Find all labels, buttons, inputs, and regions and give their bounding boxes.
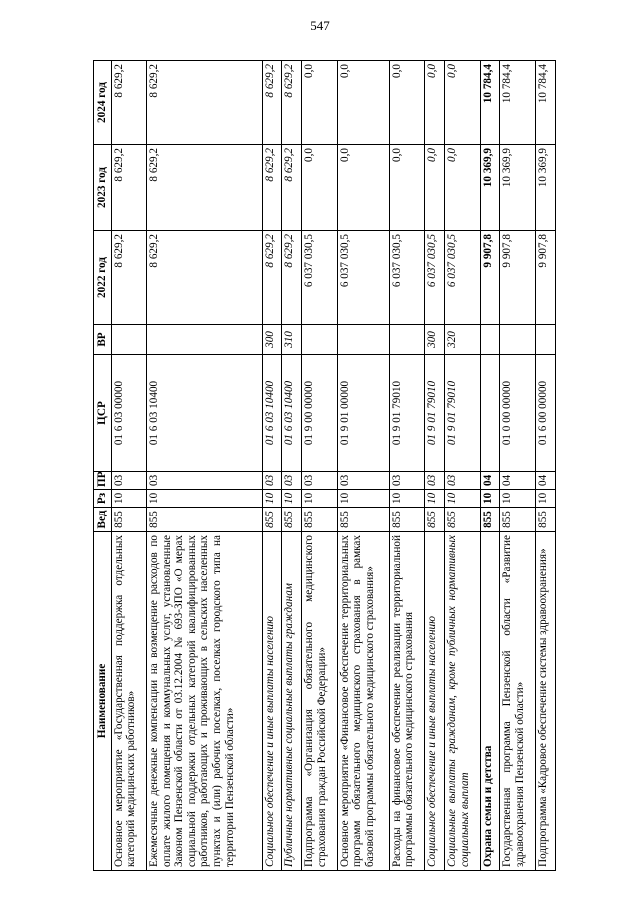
row-pr-cell: 03 (262, 472, 282, 490)
table-row (147, 61, 262, 871)
row-vr-cell: 300 (425, 325, 445, 355)
row-2023-cell: 8 629,2 (262, 145, 282, 231)
row-2022-cell: 8 629,2 (111, 231, 147, 325)
row-ved-cell: 855 (500, 508, 536, 532)
row-pr-cell: 04 (480, 472, 500, 490)
row-2022-cell: 6 037 030,5 (302, 231, 338, 325)
row-ved-cell: 855 (536, 508, 556, 532)
row-2024-cell: 10 784,4 (480, 61, 500, 145)
row-ved-cell: 855 (425, 508, 445, 532)
row-name-cell: Ежемесячные денежные компенсации на возмещение расходов по оплате жилого помещения и коммунальных услуг, установленные Законом Пензенской области от 03.12.2004 № 693-ЗПО «О мерах социальной поддержки отдельных категорий квалифицированных работников, работающих и проживающих в сельских населенных пунктах и (или) рабочих поселках, поселках городского типа на территории Пензенской области» (147, 532, 262, 871)
row-2023-cell: 10 369,9 (500, 145, 536, 231)
row-ved-cell: 855 (282, 508, 302, 532)
row-vr-cell: 300 (262, 325, 282, 355)
row-2024-cell: 0,0 (389, 61, 425, 145)
row-2022-cell: 9 907,8 (500, 231, 536, 325)
row-rz-cell: 10 (262, 490, 282, 508)
row-pr-cell: 03 (282, 472, 302, 490)
header-csr: ЦСР (94, 355, 112, 472)
row-csr-cell: 01 0 00 00000 (500, 355, 536, 472)
row-csr-cell: 01 9 01 79010 (445, 355, 481, 472)
row-rz-cell: 10 (536, 490, 556, 508)
page-number: 547 (310, 18, 330, 33)
header-pr: ПР (94, 472, 112, 490)
row-vr-cell: 310 (282, 325, 302, 355)
row-2023-cell: 10 369,9 (536, 145, 556, 231)
table-row (111, 61, 147, 871)
row-vr-cell: 320 (445, 325, 481, 355)
row-2024-cell: 0,0 (302, 61, 338, 145)
header-2023: 2023 год (94, 145, 112, 231)
table-body (111, 61, 555, 871)
row-2023-cell: 8 629,2 (147, 145, 262, 231)
row-ved-cell: 855 (111, 508, 147, 532)
row-vr-cell (147, 325, 262, 355)
table-row (282, 61, 302, 871)
row-2022-cell: 6 037 030,5 (337, 231, 389, 325)
row-2024-cell: 10 784,4 (536, 61, 556, 145)
table-row (302, 61, 338, 871)
row-2022-cell: 9 907,8 (480, 231, 500, 325)
row-2023-cell: 0,0 (425, 145, 445, 231)
row-2023-cell: 0,0 (302, 145, 338, 231)
table-row (500, 61, 536, 871)
row-name-cell: Охрана семьи и детства (480, 532, 500, 871)
row-2024-cell: 8 629,2 (262, 61, 282, 145)
row-csr-cell: 01 6 03 10400 (282, 355, 302, 472)
row-2022-cell: 8 629,2 (282, 231, 302, 325)
row-ved-cell: 855 (147, 508, 262, 532)
row-name-cell: Публичные нормативные социальные выплаты гражданам (282, 532, 302, 871)
row-pr-cell: 03 (425, 472, 445, 490)
rotated-table-container (93, 61, 556, 871)
row-2024-cell: 8 629,2 (282, 61, 302, 145)
row-vr-cell (389, 325, 425, 355)
row-csr-cell: 01 6 03 00000 (111, 355, 147, 472)
row-2024-cell: 8 629,2 (147, 61, 262, 145)
budget-table (93, 60, 556, 871)
row-csr-cell (480, 355, 500, 472)
row-pr-cell: 03 (337, 472, 389, 490)
table-row (425, 61, 445, 871)
row-2022-cell: 8 629,2 (262, 231, 282, 325)
row-rz-cell: 10 (282, 490, 302, 508)
row-2024-cell: 0,0 (337, 61, 389, 145)
row-ved-cell: 855 (262, 508, 282, 532)
row-name-cell: Подпрограмма «Кадровое обеспечение системы здравоохранения» (536, 532, 556, 871)
header-rz: Рз (94, 490, 112, 508)
row-2023-cell: 10 369,9 (480, 145, 500, 231)
row-csr-cell: 01 6 00 00000 (536, 355, 556, 472)
row-pr-cell: 03 (445, 472, 481, 490)
row-ved-cell: 855 (337, 508, 389, 532)
row-rz-cell: 10 (480, 490, 500, 508)
row-csr-cell: 01 9 01 00000 (337, 355, 389, 472)
row-rz-cell: 10 (500, 490, 536, 508)
row-2022-cell: 6 037 030,5 (389, 231, 425, 325)
row-rz-cell: 10 (337, 490, 389, 508)
row-pr-cell: 03 (147, 472, 262, 490)
row-vr-cell (337, 325, 389, 355)
row-rz-cell: 10 (445, 490, 481, 508)
row-name-cell: Расходы на финансовое обеспечение реализации территориальной программы обязательного медицинского страхования (389, 532, 425, 871)
row-rz-cell: 10 (111, 490, 147, 508)
row-2022-cell: 9 907,8 (536, 231, 556, 325)
row-csr-cell: 01 6 03 10400 (262, 355, 282, 472)
table-row (480, 61, 500, 871)
row-2023-cell: 0,0 (389, 145, 425, 231)
row-pr-cell: 04 (500, 472, 536, 490)
row-pr-cell: 04 (536, 472, 556, 490)
row-2022-cell: 8 629,2 (147, 231, 262, 325)
row-ved-cell: 855 (389, 508, 425, 532)
table-row (337, 61, 389, 871)
header-2024: 2024 год (94, 61, 112, 145)
row-2023-cell: 8 629,2 (282, 145, 302, 231)
row-2024-cell: 0,0 (425, 61, 445, 145)
row-ved-cell: 855 (445, 508, 481, 532)
row-rz-cell: 10 (389, 490, 425, 508)
row-name-cell: Социальное обеспечение и иные выплаты населению (425, 532, 445, 871)
row-csr-cell: 01 9 01 79010 (389, 355, 425, 472)
row-2022-cell: 6 037 030,5 (425, 231, 445, 325)
row-name-cell: Государственная программа Пензенской области «Развитие здравоохранения Пензенской области» (500, 532, 536, 871)
row-vr-cell (111, 325, 147, 355)
row-rz-cell: 10 (302, 490, 338, 508)
table-row (536, 61, 556, 871)
row-name-cell: Подпрограмма «Организация обязательного медицинского страхования граждан Российской Федерации» (302, 532, 338, 871)
row-2023-cell: 0,0 (445, 145, 481, 231)
row-2024-cell: 8 629,2 (111, 61, 147, 145)
header-vr: ВР (94, 325, 112, 355)
header-2022: 2022 год (94, 231, 112, 325)
row-name-cell: Основное мероприятие «Государственная поддержка отдельных категорий медицинских работников» (111, 532, 147, 871)
row-2023-cell: 8 629,2 (111, 145, 147, 231)
row-vr-cell (500, 325, 536, 355)
row-pr-cell: 03 (389, 472, 425, 490)
header-ved: Вед (94, 508, 112, 532)
header-name: Наименование (94, 532, 112, 871)
row-vr-cell (302, 325, 338, 355)
row-2024-cell: 10 784,4 (500, 61, 536, 145)
row-rz-cell: 10 (147, 490, 262, 508)
row-ved-cell: 855 (302, 508, 338, 532)
row-csr-cell: 01 9 01 79010 (425, 355, 445, 472)
row-name-cell: Социальное обеспечение и иные выплаты населению (262, 532, 282, 871)
row-2024-cell: 0,0 (445, 61, 481, 145)
table-row (389, 61, 425, 871)
row-vr-cell (536, 325, 556, 355)
row-name-cell: Социальные выплаты гражданам, кроме публичных нормативных социальных выплат (445, 532, 481, 871)
table-header-row (94, 61, 112, 871)
row-2023-cell: 0,0 (337, 145, 389, 231)
row-pr-cell: 03 (111, 472, 147, 490)
row-pr-cell: 03 (302, 472, 338, 490)
row-rz-cell: 10 (425, 490, 445, 508)
row-ved-cell: 855 (480, 508, 500, 532)
row-name-cell: Основное мероприятие «Финансовое обеспечение территориальных программ обязательного медицинского страхования в рамках базовой программы обязательного медицинского страхования» (337, 532, 389, 871)
row-2022-cell: 6 037 030,5 (445, 231, 481, 325)
table-row (445, 61, 481, 871)
row-csr-cell: 01 9 00 00000 (302, 355, 338, 472)
row-csr-cell: 01 6 03 10400 (147, 355, 262, 472)
table-row (262, 61, 282, 871)
row-vr-cell (480, 325, 500, 355)
